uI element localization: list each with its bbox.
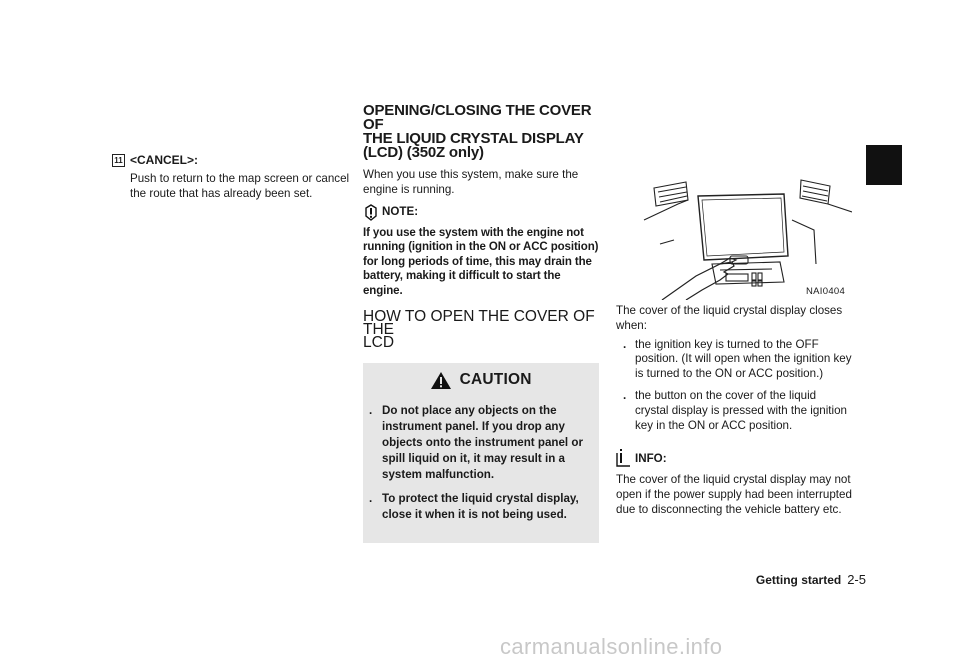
caution-item-text: Do not place any objects on the instrument panel. If you drop any objects onto the instrument panel or spill liquid on it, it may result in a system malfunction. <box>382 403 583 481</box>
info-label: INFO: <box>635 451 667 465</box>
info-body: The cover of the liquid crystal display may not open if the power supply had been interrupted due to disconnecting the vehicle battery etc. <box>616 473 852 516</box>
caution-item: . Do not place any objects on the instrument panel. If you drop any objects onto the instrument panel or spill liquid on it, it may result in a system malfunction. <box>369 403 583 481</box>
footer-section-title: Getting started <box>755 573 842 587</box>
exclamation-icon <box>363 204 379 222</box>
list-item: . the button on the cover of the liquid crystal display is pressed with the ignition key in the ON or ACC position. <box>623 388 848 432</box>
item-number-badge: 11 <box>112 154 125 167</box>
note-label: NOTE: <box>382 205 419 219</box>
caution-item-text: To protect the liquid crystal display, close it when it is not being used. <box>382 491 579 521</box>
col3-intro: The cover of the liquid crystal display closes when: <box>616 304 843 332</box>
caution-list <box>363 403 599 523</box>
page-footer <box>700 572 866 587</box>
figure-code: NAI0404 <box>806 286 846 297</box>
page-number: 2-5 <box>847 572 866 587</box>
item-11-heading: <CANCEL>: <box>130 153 199 167</box>
section-intro: When you use this system, make sure the engine is running. <box>363 168 579 196</box>
list-item: . the ignition key is turned to the OFF position. (It will open when the ignition key is turned to the ON or ACC position.) <box>623 337 852 381</box>
list-item-text: the ignition key is turned to the OFF position. (It will open when the ignition key is turned to the ON or ACC position.) <box>635 337 852 381</box>
caution-box <box>363 363 599 543</box>
subheading-line-2: LCD <box>363 333 395 351</box>
info-icon <box>616 447 633 467</box>
info-header <box>616 447 852 467</box>
list-item-text: the button on the cover of the liquid crystal display is pressed with the ignition key in the ON or ACC position. <box>635 388 848 432</box>
subheading <box>363 307 599 351</box>
section-lcd-cover <box>363 104 599 543</box>
item-11-body: Push to return to the map screen or cancel the route that has already been set. <box>130 171 350 200</box>
caution-item: . To protect the liquid crystal display, close it when it is not being used. <box>369 491 579 521</box>
note-header <box>363 204 599 222</box>
lcd-cover-illustration <box>616 160 852 300</box>
note-body: If you use the system with the engine not running (ignition in the ON or ACC position) for long periods of time, this may drain the battery, making it difficult to start the engine. <box>363 226 599 297</box>
section-title-line-1: OPENING/CLOSING THE COVER OF <box>363 102 592 133</box>
item-11-heading-row <box>112 153 352 168</box>
section-title-line-3: (LCD) (350Z only) <box>363 144 484 161</box>
caution-header <box>363 363 599 393</box>
section-title-line-2: THE LIQUID CRYSTAL DISPLAY <box>363 130 584 147</box>
chapter-tab-marker <box>866 145 902 185</box>
caution-title: CAUTION <box>459 370 532 388</box>
item-11 <box>112 153 352 201</box>
section-title <box>363 104 599 160</box>
cover-closing-info <box>616 304 852 518</box>
warning-triangle-icon <box>430 371 452 390</box>
watermark: carmanualsonline.info <box>500 634 723 659</box>
subheading-line-1: HOW TO OPEN THE COVER OF THE <box>363 307 595 338</box>
dashboard-drawing <box>616 160 852 300</box>
